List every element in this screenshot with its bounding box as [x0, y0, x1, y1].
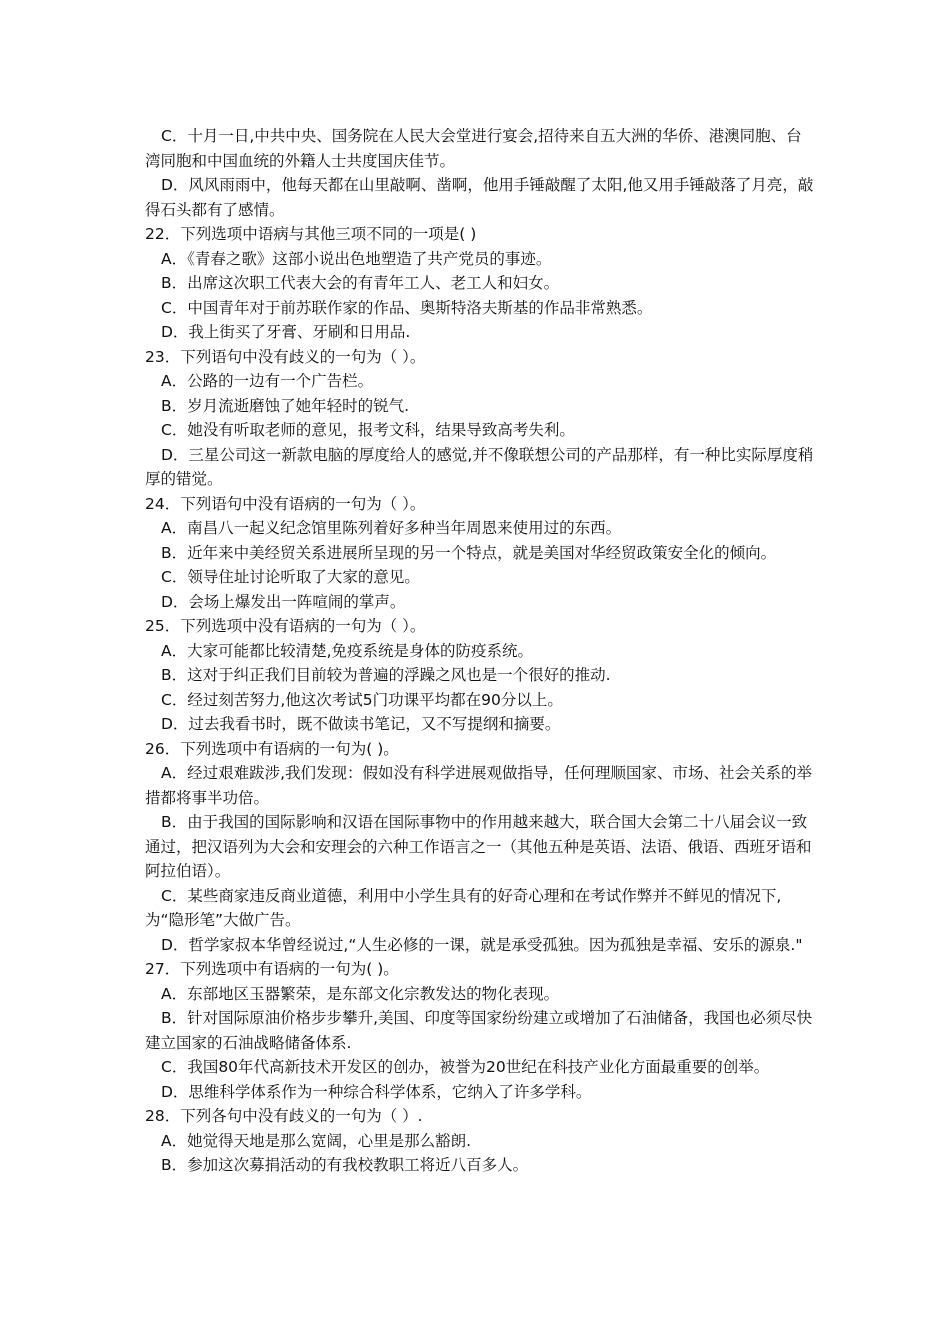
option-22c: C．中国青年对于前苏联作家的作品、奥斯特洛夫斯基的作品非常熟悉。 [161, 298, 653, 317]
option-23d: D．三星公司这一新款电脑的厚度给人的感觉,并不像联想公司的产品那样，有一种比实际厚度稍厚的错觉。 [145, 445, 814, 488]
question-27: 27．下列选项中有语病的一句为( )。 [145, 960, 399, 978]
option-21d: D．风风雨雨中，他每天都在山里敲啊、凿啊，他用手锤敲醒了太阳,他又用手锤敲落了月亮，敲得石头都有了感情。 [145, 176, 814, 219]
option-24a: A．南昌八一起义纪念馆里陈列着好多种当年周恩来使用过的东西。 [161, 519, 622, 537]
option-24b: B．近年来中美经贸关系进展所呈现的另一个特点，就是美国对华经贸政策安全化的倾向。 [161, 543, 777, 562]
option-25b: B．这对于纠正我们目前较为普遍的浮躁之风也是一个很好的推动. [161, 666, 611, 684]
option-26c: C．某些商家违反商业道德，利用中小学生具有的好奇心理和在考试作弊并不鲜见的情况下,为“隐形笔”大做广告。 [145, 886, 782, 929]
option-27b: B．针对国际原油价格步步攀升,美国、印度等国家纷纷建立或增加了石油储备，我国也必须尽快建立国家的石油战略储备体系. [145, 1009, 813, 1052]
option-27c: C．我国80年代高新技术开发区的创办，被誉为20世纪在科技产业化方面最重要的创举。 [161, 1058, 770, 1076]
question-23: 23．下列语句中没有歧义的一句为（ ）。 [145, 347, 426, 366]
option-26a: A．经过艰难跋涉,我们发现：假如没有科学进展观做指导，任何理顺国家、市场、社会关系的举措都将事半功倍。 [145, 764, 813, 807]
option-22a: A．《青春之歌》这部小说出色地塑造了共产党员的事迹。 [161, 249, 552, 268]
option-25c: C．经过刻苦努力,他这次考试5门功课平均都在90分以上。 [161, 690, 563, 709]
option-23b: B．岁月流逝磨蚀了她年轻时的锐气. [161, 396, 410, 415]
question-24: 24．下列语句中没有语病的一句为（ ）。 [145, 494, 426, 513]
option-27d: D．思维科学体系作为一种综合科学体系，它纳入了许多学科。 [161, 1082, 592, 1101]
question-28: 28．下列各句中没有歧义的一句为（ ）. [145, 1107, 423, 1125]
option-26d: D．哲学家叔本华曾经说过,“人生必修的一课，就是承受孤独。因为孤独是幸福、安乐的源泉." [161, 935, 803, 954]
option-23a: A．公路的一边有一个广告栏。 [161, 372, 374, 390]
option-22d: D．我上街买了牙膏、牙刷和日用品. [161, 323, 411, 341]
option-21c: C．十月一日,中共中央、国务院在人民大会堂进行宴会,招待来自五大洲的华侨、港澳同胞、台湾同胞和中国血统的外籍人士共度国庆佳节。 [145, 127, 802, 170]
option-27a: A．东部地区玉器繁荣，是东部文化宗教发达的物化表现。 [161, 984, 560, 1003]
option-26b: B．由于我国的国际影响和汉语在国际事物中的作用越来越大，联合国大会第二十八届会议一致通过，把汉语列为大会和安理会的六种工作语言之一（其他五种是英语、法语、俄语、西班牙语和阿拉伯语）。 [145, 813, 812, 880]
option-23c: C．她没有听取老师的意见，报考文科，结果导致高考失利。 [161, 421, 575, 439]
option-24d: D．会场上爆发出一阵喧闹的掌声。 [161, 592, 406, 611]
option-24c: C．领导住址讨论听取了大家的意见。 [161, 568, 420, 586]
option-25a: A．大家可能都比较清楚,免疫系统是身体的防疫系统。 [161, 641, 534, 660]
option-22b: B．出席这次职工代表大会的有青年工人、老工人和妇女。 [161, 274, 560, 292]
question-26: 26．下列选项中有语病的一句为( )。 [145, 739, 399, 758]
question-22: 22．下列选项中语病与其他三项不同的一项是( ) [145, 225, 477, 243]
exam-text [145, 124, 817, 1178]
option-25d: D．过去我看书时，既不做读书笔记，又不写提纲和摘要。 [161, 715, 561, 733]
question-25: 25．下列选项中没有语病的一句为（ ）。 [145, 617, 426, 635]
option-28a: A．她觉得天地是那么宽阔，心里是那么豁朗. [161, 1131, 472, 1150]
option-28b: B．参加这次募捐活动的有我校教职工将近八百多人。 [161, 1156, 529, 1174]
